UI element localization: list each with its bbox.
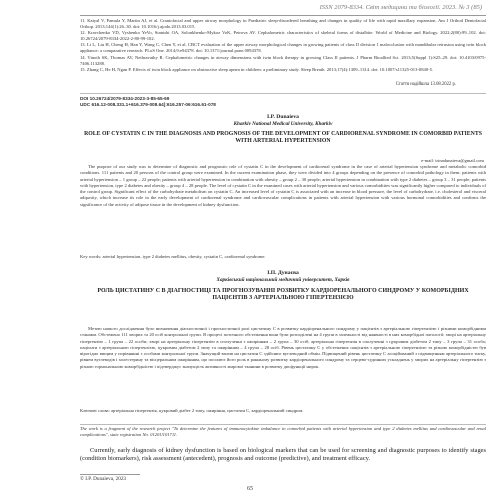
doi-line: DOI 10.26724/2079-8334-2023-3-85-65-69 [80, 96, 170, 101]
abstract-en: The purpose of our study was to determine of diagnostic and prognostic role of cystatin C in the development of cardiorenal syndrome in the case of arterial hypertension syndrome and metabolic comorbid conditions. 111 patients and 20 persons of the control group were examined. In the current examination phase, they were divided into 4 groups depending on the presence of comorbid pathology in them: patients with arterial hypertension – 1 group – 22 people; patients with arterial hypertension in combination with obesity – group 2 – 30 people; arterial hypertension in combination with type 2 diabetes – group 3 – 31 people; patients with hypertension, type 2 diabetes and obesity – group 4 – 28 people. The level of cystatin C in the examined cases with arterial hypertension and various comorbidities was significantly higher compared to individuals of the control group. Significant effect of the carbohydrate metabolism on cystatin C. An increased level of cystatin C is associated with an increase in blood pressure, the level of carbohydrate, i.e. cholesterol and visceral adiposity, which increase its role in the early development of cardiorenal syndrome and cardiovascular complications in patients with arterial hypertension with various hormonal comorbidities and confirms the significance of the activity of adipose tissue in the development of kidney dysfunction. [80, 164, 486, 207]
copyright-note: © I.P. Dunaieva, 2023 [80, 476, 127, 482]
reference-item: 12. Kravchenko VD, Vyshenko YeVo, Stanishi OA, Solonkhenko-Mykoz VoK, Petrova AV. Cephalometric characteristics of skeletal forms of distalbite. World of Medicine and Biology. 2022;2(80):99–102. doi: 10.26724/2079-8334-2022-2-80-99-102. [80, 30, 486, 42]
references-list [80, 18, 486, 73]
affiliation-uk: Харківський національний медичний університет, Харків [216, 277, 350, 283]
divider [80, 15, 486, 16]
udc-line: UDC 616.12-008.331.1+616.379-008.64]:616.257-06:616.61-078 [80, 102, 216, 107]
article-title-en: ROLE OF CYSTATIN C IN THE DIAGNOSIS AND PROGNOSIS OF THE DEVELOPMENT OF CARDIORENAL SYNDROME IN COMORBID PATIENTS WITH ARTERIAL HYPERTENSION [84, 131, 482, 145]
received-date: Стаття надійшла 13.08.2022 р. [395, 82, 456, 87]
keywords-uk: Ключові слова: артеріальна гіпертензія, цукровий діабет 2 типу, ожиріння, цистатин С, кардіоренальний синдром. [80, 408, 304, 413]
reference-item: 15. Zhang C, He H, Ngan P. Effects of twin block appliance on obstructive sleep apnea in children: a preliminary study. Sleep Breath. 2013;17(4):1309–1314. doi: 10.1007/s11325-013-0840-5. [80, 66, 434, 72]
keywords-en: Key words: arterial hypertension, type 2 diabetes mellitus, obesity, cystatin C, cardiorenal syndrome. [80, 254, 266, 259]
divider [80, 93, 486, 94]
footnote-divider [80, 474, 140, 475]
author-name-en: I.P. Dunaieva [267, 114, 299, 120]
affiliation-en: Kharkiv National Medical University, Kharkiv [233, 121, 333, 127]
divider [80, 424, 486, 425]
introduction-paragraph: Currently, early diagnosis of kidney dysfunction is based on biological markers that can be used for screening and diagnostic purposes to identify stages (condition biomarkers), risk assessment (antecedent), prognosis and outcome (predictive), and treatment efficacy. [80, 447, 486, 463]
journal-header: ISSN 2079-8334. Світ медицини та біології. 2023. № 3 (85) [319, 4, 482, 11]
funding-note: The work is a fragment of the research project "To determine the features of immunocytokine imbalance in comorbid patients with arterial hypertension and type 2 diabetes mellitus and cardiovascular and renal complications", state registration No. 0120U101711. [80, 426, 486, 438]
reference-item: 14. Vinoth SK, Thomas AV, Nethravathy R. Cephalometric changes in airway dimensions with twin block therapy in growing Class II patients. J Pharm Bioallied Sci. 2013;5(Suppl 1):S25–29. doi: 10.4103/0975-7406.113288. [80, 54, 486, 66]
reference-item: 11. Katyal V, Pamula Y, Martin AJ, et al. Craniofacial and upper airway morphology in Paediatric sleep-disordered breathing and changes in quality of life with rapid maxillary expansion. Am J Orthod Dentofacial Orthop. 2013;144(1):26–30. doi: 10.1016/j.ajodo.2013.03.015. [80, 18, 486, 30]
author-email: e-mail: irinadunaieva@gmail.com [421, 158, 484, 163]
article-title-uk: РОЛЬ ЦИСТАТИНУ С В ДІАГНОСТИЦІ ТА ПРОГНОЗУВАННІ РОЗВИТКУ КАРДІОРЕНАЛЬНОГО СИНДРОМУ У КОМОРБІДНИХ ПАЦІЄНТІВ З АРТЕРІАЛЬНОЮ ГІПЕРТЕНЗІЄЮ [97, 288, 469, 302]
author-name-uk: І.П. Дунаєва [267, 270, 299, 276]
abstract-uk: Метою нашого дослідження було визначення діагностичної і прогностичної ролі цистатину С в розвитку кардіоренального синдрому у пацієнтів з артеріальною гіпертензією і різними коморбідними станами. Обстежено 111 хворих та 20 осіб контрольної групи. В процесі поточного обстеження вони були розподілені на 4 групи в залежності від наявності в них коморбідної патології: хворі на артеріальну гіпертензію – 1 група – 22 особи; хворі на артеріальну гіпертензію в сполученні з ожирінням – 2 група – 30 осіб; артеріальна гіпертензія в сполученні з цукровим діабетом 2 типу – 3 група – 31 особа; пацієнти з артеріальною гіпертензією, цукровим діабетом 2 типу та ожирінням – 4 група – 28 осіб. Рівень цистатину С у обстежених пацієнтів з артеріальною гіпертензією та різною коморбідністю був вірогідно вищим у порівнянні з особами контрольної групи. Значущий вплив на цистатин С здійснює вуглеводний обмін. Підвищений рівень цистатину С асоційований з підвищенням артеріального тиску, рівнем вуглеводів і холестерину та вісцеральним ожирінням, що посилює його роль в ранньому розвитку кардіоренального синдрому та серцево-судинних ускладнень у хворих на артеріальну гіпертензію з різною гормональною коморбідністю і підтверджує значущість активності жирової тканини в розвитку дисфункції нирок. [80, 326, 486, 369]
reference-item: 13. Li L, Liu H, Cheng H, Han Y, Wang C, Chen Y, et al. CBCT evaluation of the upper airway morphological changes in growing patients of class II division 1 malocclusion with mandibular retrusion using twin block appliance: a comparative research. PLoS One. 2014;9:e94378. doi: 10.1371/journal.pone.0094378. [80, 42, 486, 54]
page-number: 65 [247, 486, 253, 492]
